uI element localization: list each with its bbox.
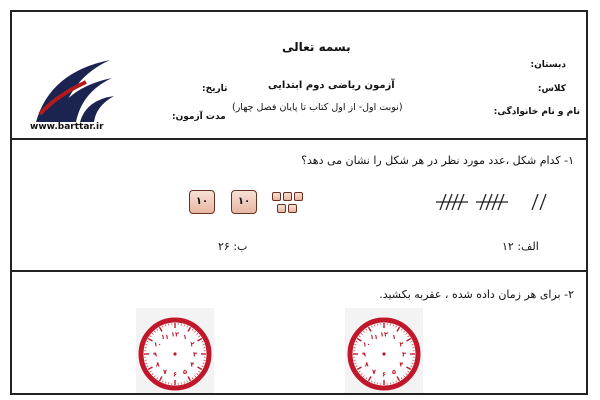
- clock-number: ۸: [364, 360, 369, 369]
- ten-card-2: ۱۰: [231, 190, 257, 214]
- clock-center: [382, 352, 385, 355]
- header-divider: [12, 138, 586, 140]
- q1-option-a: الف: ۱۲: [502, 240, 539, 253]
- clock-number: ۶: [173, 370, 177, 379]
- clock-number: ۳: [193, 350, 197, 359]
- clock-number: ۵: [183, 367, 187, 376]
- unit-square: [294, 192, 303, 201]
- clock-number: ۳: [402, 350, 406, 359]
- unit-square: [283, 192, 292, 201]
- clock-number: ۱۰: [362, 340, 371, 349]
- clock-number: ۴: [399, 360, 404, 369]
- clock-number: ۱۱: [370, 333, 378, 342]
- q1-text: ۱- کدام شکل ،عدد مورد نظر در هر شکل را نشان می دهد؟: [301, 154, 574, 167]
- website-text: www.barttar.ir: [30, 122, 104, 132]
- bismillah: بسمه تعالی: [282, 40, 351, 54]
- clock-number: ۱۲: [171, 330, 179, 339]
- exam-subtitle: (نوبت اول- از اول کتاب تا پایان فصل چهار): [232, 102, 403, 113]
- name-label: نام و نام خانوادگی:: [493, 107, 580, 117]
- clock-face: [136, 308, 214, 395]
- clock-left-bg: [136, 308, 214, 395]
- clock-right-bg: [345, 308, 423, 395]
- clock-center: [173, 352, 176, 355]
- clock-number: ۹: [153, 350, 157, 359]
- clock-number: ۲: [399, 340, 404, 349]
- unit-square: [277, 204, 286, 213]
- clock-number: ۱: [183, 333, 187, 342]
- exam-title: آزمون ریاضی دوم ابتدایی: [268, 80, 395, 91]
- clock-number: ۴: [190, 360, 195, 369]
- clock-number: ۷: [372, 367, 376, 376]
- clock-number: ۱۱: [161, 333, 169, 342]
- class-label: کلاس:: [537, 84, 566, 94]
- ten-card-1: ۱۰: [189, 190, 215, 214]
- clock-number: ۸: [155, 360, 160, 369]
- clock-number: ۷: [163, 367, 167, 376]
- clock-number: ۱۰: [153, 340, 162, 349]
- unit-square: [288, 204, 297, 213]
- q1-option-b: ب: ۲۶: [218, 240, 248, 253]
- clock-number: ۶: [382, 370, 386, 379]
- date-label: تاریخ:: [202, 84, 228, 94]
- unit-square: [272, 192, 281, 201]
- clock-number: ۱۲: [380, 330, 388, 339]
- section-divider: [12, 270, 586, 272]
- exam-sheet: [10, 10, 588, 395]
- clock-number: ۹: [362, 350, 366, 359]
- tally-marks: [434, 188, 554, 216]
- school-label: دبستان:: [530, 60, 566, 70]
- clock-number: ۱: [392, 333, 396, 342]
- q2-text: ۲- برای هر زمان داده شده ، عقربه بکشید.: [379, 288, 574, 301]
- clock-face: [345, 308, 423, 395]
- clock-number: ۲: [190, 340, 195, 349]
- duration-label: مدت آزمون:: [172, 112, 226, 122]
- clock-number: ۵: [392, 367, 396, 376]
- barttar-logo: [30, 52, 116, 128]
